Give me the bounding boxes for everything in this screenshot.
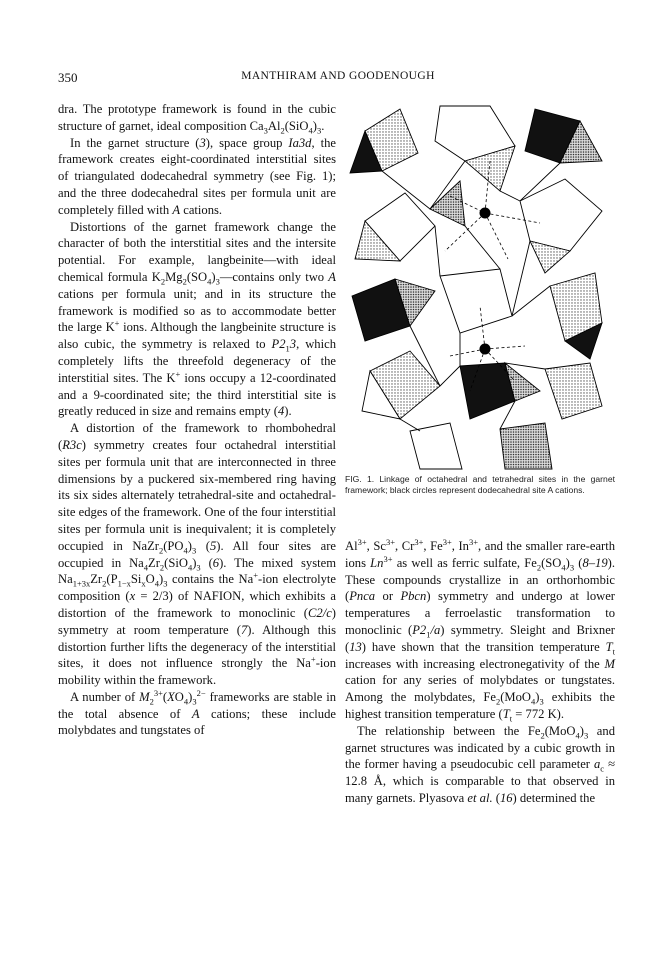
polyhedra-linkage-diagram — [340, 101, 616, 473]
space-group: Ia3d — [288, 135, 312, 150]
paragraph: In the garnet structure (3), space group Ia3d, the framework creates eight-coordinated interstitial sites of triangulated dodecahedral symmetry (see Fig. 1); and the three dodecahedral sites per formula unit are completely filled with A cations. — [58, 135, 336, 217]
citation: 7 — [240, 622, 248, 637]
citation: 5 — [209, 538, 217, 553]
citation: 13 — [349, 639, 362, 654]
caption-text: Linkage of octahedral and tetrahedral sites in the garnet framework; black circles represent dodecahedral site A cations. — [345, 474, 615, 496]
tetrahedron — [430, 181, 465, 226]
paragraph: dra. The prototype framework is found in the cubic structure of garnet, ideal composition $Ca_3Al_2(SiO_4)_3$. — [58, 102, 336, 136]
paragraph: A number of $M_2^{3+}(XO_4)_3^{2-}$ frameworks are stable in the total absence of A cations; these include molybdates and tungstates of — [58, 687, 336, 738]
paragraph: $Al^{3+}$, $Sc^{3+}$, $Cr^{3+}$, $Fe^{3+}$, $In^{3+}$, and the smaller rare-earth ions $Ln^{3+}$ as well as ferric sulfate, $Fe_2(SO_4)_3$ (8–19). These compounds crystallize in an orthorhombic (Pnca or Pbcn) symmetry and undergo at lower temperatures a ferroelastic transformation to monoclinic $(P2_1/a)$ symmetry. Sleight and Brixner (13) have shown that the transition temperature $T_t$ increases with increasing electronegativity of the M cation for any series of molybdates or tungstates. Among the molybdates, $Fe_2(MoO_4)_3$ exhibits the highest transition temperature ($T_t = 772$ K). — [345, 536, 616, 724]
space-group: Pbcn — [400, 589, 427, 604]
running-head: MANTHIRAM AND GOODENOUGH — [241, 70, 435, 82]
citation: 16 — [499, 790, 513, 805]
page-header — [58, 70, 618, 88]
space-group: C2/c — [308, 605, 332, 620]
paragraph: Distortions of the garnet framework change the character of both the interstitial sites and the intersite potential. For example, langbeinite—with ideal chemical formula $K_2Mg_2(SO_4)_3—contains$ only two A cations per formula unit; and in its structure the framework is modified so as to accommodate better the large K+ ions. Although the langbeinite structure is also cubic, the symmetry is relaxed to $P2_13$, which completely lifts the threefold degeneracy of the interstitial sites. The K+ ions occupy a 12-coordinated and a 9-coordinated site; the third interstitial site is greatly reduced in size and remains empty (4). — [58, 219, 337, 419]
right-column — [345, 538, 615, 807]
tetrahedron — [500, 423, 552, 469]
figure-garnet-framework — [340, 101, 616, 473]
octahedron — [545, 363, 602, 419]
paragraph: A distortion of the framework to rhombohedral (R3c) symmetry creates four octahedral interstitial sites per formula unit that are interconnected in three dimensions by a puckered six-membered ring having its six sides alternately tetrahedral-site and octahedral-site edges of the framework. One of the four interstitial sites per formula unit is inequivalent; it is completely occupied in $NaZr_2(PO_4)_3$ (5). All four sites are occupied in $Na_4Zr_2(SiO_4)_3$ (6). The mixed system $Na_{1+3x}Zr_2(P_{1-x}Si_xO_4)_3$ contains the Na+-ion electrolyte composition (x = 2/3) of NAFION, which exhibits a distortion of the framework to monoclinic (C2/c) symmetry at room temperature (7). Although this distortion further lifts the degeneracy of the interstitial sites, it does not influence strongly the Na+-ion mobility within the framework. — [58, 421, 337, 688]
dodecahedral-site-cation — [480, 344, 491, 355]
page-number: 350 — [58, 70, 78, 85]
caption-label: FIG. 1. — [345, 474, 375, 484]
space-group: P2 — [271, 337, 286, 352]
citation: 6 — [212, 555, 220, 570]
figure-caption — [345, 474, 615, 497]
space-group: P2 — [412, 622, 427, 637]
paragraph: The relationship between the $Fe_2(MoO_4)_3$ and garnet structures was indicated by a cubic growth in the former having a pseudocubic cell parameter $a_c \approx 12.8$ Å, which is comparable to that observed in many garnets. Plyasova et al. (16) determined the — [345, 723, 615, 805]
dodecahedral-site-cation — [480, 208, 491, 219]
octahedron — [440, 269, 512, 333]
citation: 3 — [199, 135, 206, 150]
left-column — [58, 101, 336, 739]
citation: 8–19 — [582, 555, 608, 570]
space-group: Pnca — [349, 589, 376, 604]
space-group: R3c — [62, 437, 82, 452]
citation: 4 — [277, 404, 285, 419]
